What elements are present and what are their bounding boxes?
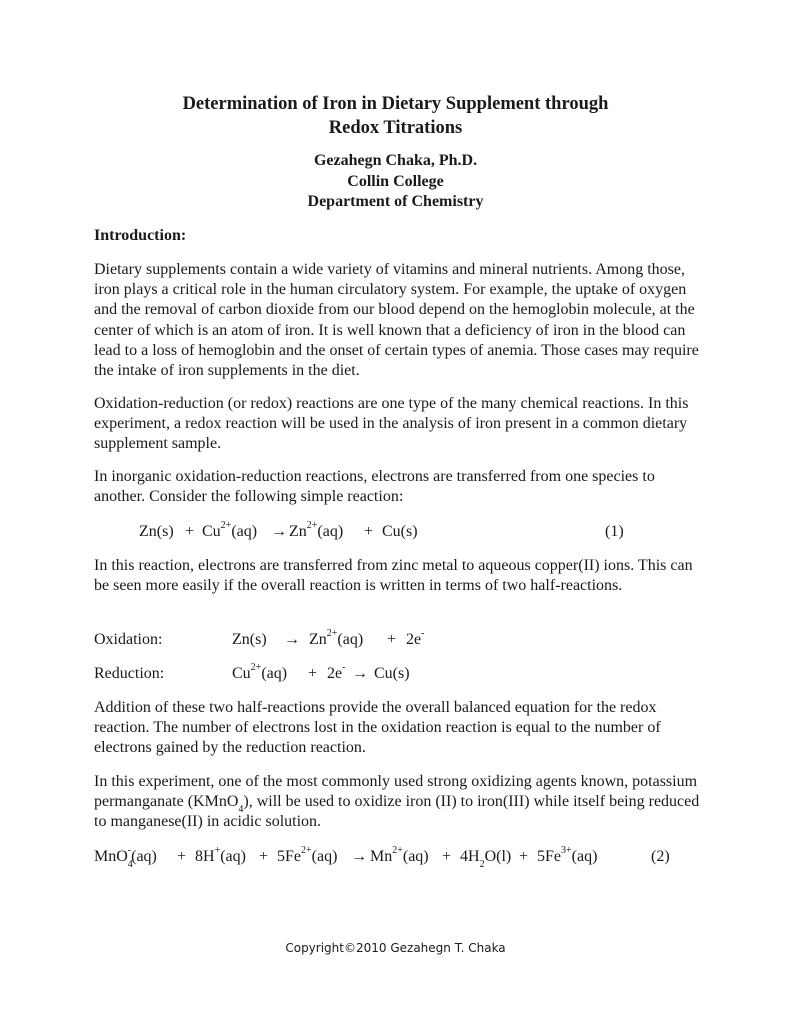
- eq2-plus-1: +: [177, 848, 187, 865]
- author-block: [0, 151, 791, 213]
- ox-zn-ion: $Zn^{2+}(aq)$: [309, 628, 364, 648]
- eq2-manganese-ion: $Mn^{2+}(aq)$: [370, 845, 429, 865]
- paragraph-3: In inorganic oxidation-reduction reactions, electrons are transferred from one species to another. Consider the following simple reaction:: [94, 468, 655, 506]
- title-line-2: Redox Titrations: [328, 118, 463, 138]
- eq2-iron-ii-ion: $5Fe^{2+}(aq)$: [277, 845, 338, 865]
- red-cu-solid: Cu(s): [374, 665, 410, 682]
- title-line-1: Determination of Iron in Dietary Supplement through: [182, 94, 609, 114]
- reduction-label: Reduction:: [94, 665, 165, 682]
- paragraph-4: In this reaction, electrons are transferred from zinc metal to aqueous copper(II) ions. This can be seen more easily if the overall reaction is written in terms of two half-reactions.: [94, 557, 693, 595]
- eq2-plus-3: +: [442, 848, 452, 865]
- red-electrons: 2e-: [327, 662, 346, 682]
- red-arrow: →: [352, 665, 368, 682]
- red-cu-ion: $Cu^{2+}(aq)$: [232, 662, 288, 682]
- eq1-number: (1): [605, 523, 624, 540]
- ox-zn: Zn(s): [232, 631, 267, 648]
- ox-electrons: 2e-: [406, 628, 425, 648]
- eq2-water: $4H_2O(l)$: [460, 848, 512, 870]
- eq2-number: (2): [651, 848, 670, 865]
- eq2-permanganate: MnO$_4$-(aq): [94, 845, 157, 870]
- red-plus: +: [308, 665, 318, 682]
- eq1-plus-2: +: [364, 523, 374, 540]
- eq2-plus-4: +: [519, 848, 529, 865]
- eq1-cu-ion: $Cu^{2+}(aq)$: [202, 520, 258, 540]
- ox-plus: +: [387, 631, 397, 648]
- copyright-footer: Copyright©2010 Gezahegn T. Chaka: [285, 941, 506, 955]
- eq1-plus-1: +: [185, 523, 195, 540]
- paragraph-6: In this experiment, one of the most commonly used strong oxidizing agents known, potassium permanganate (KMnO$_4$), will be used to oxidize iron (II) to iron(III) while itself being reduced to manganese(II) in acidic solution.: [94, 773, 700, 831]
- ox-arrow: →: [284, 631, 300, 648]
- author-name: Gezahegn Chaka, Ph.D.: [313, 152, 478, 169]
- eq2-hydrogen-ion: 8H+(aq): [195, 845, 246, 865]
- eq1-zn: Zn(s): [139, 523, 174, 540]
- paragraph-5: Addition of these two half-reactions provide the overall balanced equation for the redox reaction. The number of electrons lost in the oxidation reaction is equal to the number of electrons gained by the reduction reaction.: [94, 699, 661, 757]
- paragraph-2: Oxidation-reduction (or redox) reactions are one type of the many chemical reactions. In this experiment, a redox reaction will be used in the analysis of iron present in a common dietary supplement sample.: [94, 395, 689, 453]
- eq2-iron-iii-ion: $5Fe^{3+}(aq)$: [537, 845, 598, 865]
- eq1-zn-ion: $Zn^{2+}(aq)$: [289, 520, 344, 540]
- eq1-cu-solid: Cu(s): [382, 523, 418, 540]
- author-department: Department of Chemistry: [307, 193, 484, 210]
- introduction-heading: Introduction:: [94, 227, 187, 244]
- paragraph-1: Dietary supplements contain a wide variety of vitamins and mineral nutrients. Among those, iron plays a critical role in the human circulatory system. For example, the uptake of oxygen and the removal of carbon dioxide from our blood depend on the hemoglobin molecule, at the center of which is an atom of iron. It is well known that a deficiency of iron in the blood can lead to a loss of hemoglobin and the onset of certain types of anemia. Those cases may require the intake of iron supplements in the diet.: [94, 261, 699, 380]
- oxidation-label: Oxidation:: [94, 631, 163, 648]
- eq2-arrow: →: [351, 848, 367, 865]
- eq2-plus-2: +: [259, 848, 269, 865]
- document-title: [0, 92, 791, 140]
- author-institution: Collin College: [347, 172, 444, 190]
- eq1-arrow: →: [271, 523, 287, 540]
